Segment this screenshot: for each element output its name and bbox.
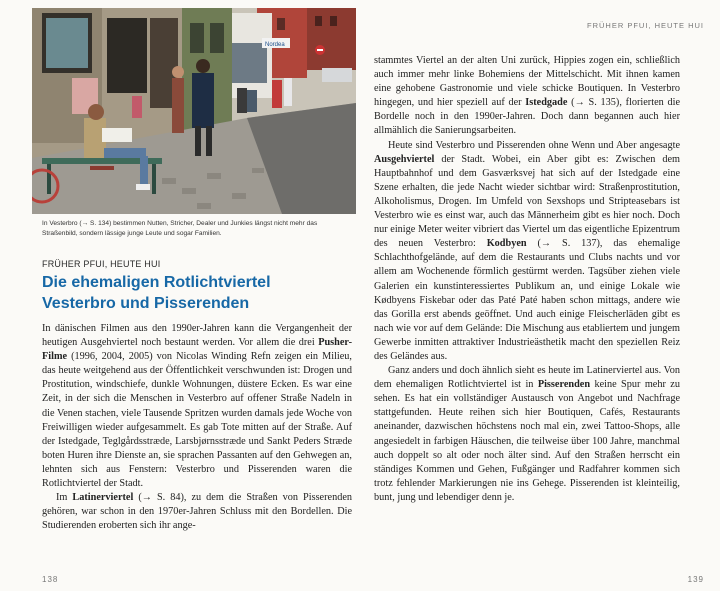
- article-title: [42, 272, 352, 314]
- paragraph: Heute sind Vesterbro und Pisserenden ohne Wenn und Aber angesagte Ausgehviertel der Stadt. Wobei, ein Aber gibt es: Zwischen dem Hauptbahnhof und dem Gasværksvej hat sich auf der Istedgade eine Szene erhalten, die jede Nacht wieder sichtbar wird: Straßenprostitution, Alkoholismus, Drogen. Im Umfeld von Sexshops und Stripteasebars ist Vesterbro wie es einst war, auch das Männerheim gibt es hier noch. Doch nur einige Meter weiter vibriert das Viertel um das eigentliche Epizentrum des neuen Vesterbro: Kodbyen (→ S. 137), das ehemalige Schlachthofgelände, auf dem die Restaurants und Clubs nachts und vor allem am Wochenende förmlich gestürmt werden. Tagsüber ziehen viele Galerien ein kunstinteressiertes Publikum an, und einige Lokale wie Kødbyens Fiskebar oder das Paté Paté haben schon mittags, andere wie das Gorilla erst abends geöffnet. Und auch einige Fleischerläden gibt es nach wie vor auf dem Gelände: Die Mischung aus etabliertem und jungem Gewerbe inmitten attraktiver Industrieästhetik macht den speziellen Reiz des Geländes aus.: [374, 139, 680, 362]
- title-line-1: Die ehemaligen Rotlichtviertel: [42, 274, 271, 291]
- bold-term: Pusher-Filme: [42, 337, 352, 363]
- shop-sign: Nordea: [265, 42, 285, 48]
- bold-term: Latinerviertel: [72, 492, 134, 504]
- title-line-2: Vesterbro und Pisserenden: [42, 295, 250, 312]
- paragraph: Ganz anders und doch ähnlich sieht es heute im Latinerviertel aus. Von dem ehemaligen Rotlichtviertel ist in Pisserenden keine Spur mehr zu sehen. Es hat ein vollständiger Austausch von Angebot und Nachfrage stattgefunden. Heute reihen sich hier Boutiquen, Cafés, Restaurants aneinander, dazwischen höchstens noch mal ein, zwei Tattoo-Shops, alle angesiedelt in farbigen Häuschen, die teilweise über 100 Jahre, manchmal auch doppelt so alt oder noch älter sind. Auf den Straßen herrscht ein ständiges Kommen und Gehen, Fußgänger und Radfahrer kommen sich trotz fehlender Markierungen nie ins Gehege. Pisserenden ist kleinteilig, bunt, jung und lebendiger denn je.: [374, 365, 680, 503]
- photo-caption: In Vesterbro (→ S. 134) bestimmen Nutten, Stricher, Dealer und Junkies längst nicht mehr das Straßenbild, sondern lässige junge Leute und sogar Familien.: [42, 220, 318, 237]
- paragraph: Im Latinerviertel (→ S. 84), zu dem die Straßen von Pisserenden gehören, war schon in den 1970er-Jahren Schluss mit den Bordellen. Die Studierenden eroberten sich ihr ange-: [42, 492, 352, 532]
- right-body: [374, 54, 680, 505]
- page-number-left: 138: [42, 575, 59, 584]
- section-kicker: FRÜHER PFUI, HEUTE HUI: [42, 259, 161, 269]
- page-number-right: 139: [687, 575, 704, 584]
- street-photo: [32, 8, 356, 214]
- paragraph: stammtes Viertel an der alten Uni zurück, Hippies zogen ein, schließlich auch immer mehr linke Bohemiens der Mittelschicht. Mit ihnen kamen eine gehobene Gastronomie und viele schicke Boutiquen. In Vesterbro hingegen, und hier speziell auf der Istedgade (→ S. 135), florierten die Bordelle noch in den 1990er-Jahren. Doch dann begannen auch hier allmählich die Sanierungsarbeiten.: [374, 55, 680, 137]
- bold-term: Ausgehviertel: [374, 153, 435, 165]
- right-page: [360, 0, 720, 591]
- bold-term: Kodbyen: [486, 238, 527, 250]
- left-body: [42, 322, 352, 533]
- bold-term: Pisserenden: [537, 379, 591, 391]
- bold-term: Istedgade: [525, 97, 568, 109]
- paragraph: In dänischen Filmen aus den 1990er-Jahren kann die Vergangenheit der heutigen Ausgehviertel noch bestaunt werden. Vor allem die drei Pusher-Filme (1996, 2004, 2005) von Nicolas Winding Refn zeigen ein Milieu, das heute weitgehend aus der Öffentlichkeit verschwunden ist: Drogen und Prostitution, windschiefe, dunkle Wohnungen, düstere Ecken. Es war eine Zeit, in der sich die Menschen in Vesterbro auf offener Straße Nadeln in die Venen stachen, viele Tausende Spritzen wurden damals jede Woche von Freiwilligen wieder aufgesammelt. Es gab Tote mitten auf der Straße. Auf der Istedgade, Teglgårdsstræde, Larsbjørnsstræde und Sankt Peders Stræde boten Huren ihre Dienste an, sie sprachen Passanten auf den Gehwegen an, lehnten sich aus Fenstern: Vesterbro und Pisserenden waren die Rotlichtviertel der Stadt.: [42, 323, 352, 490]
- running-head: FRÜHER PFUI, HEUTE HUI: [586, 21, 704, 30]
